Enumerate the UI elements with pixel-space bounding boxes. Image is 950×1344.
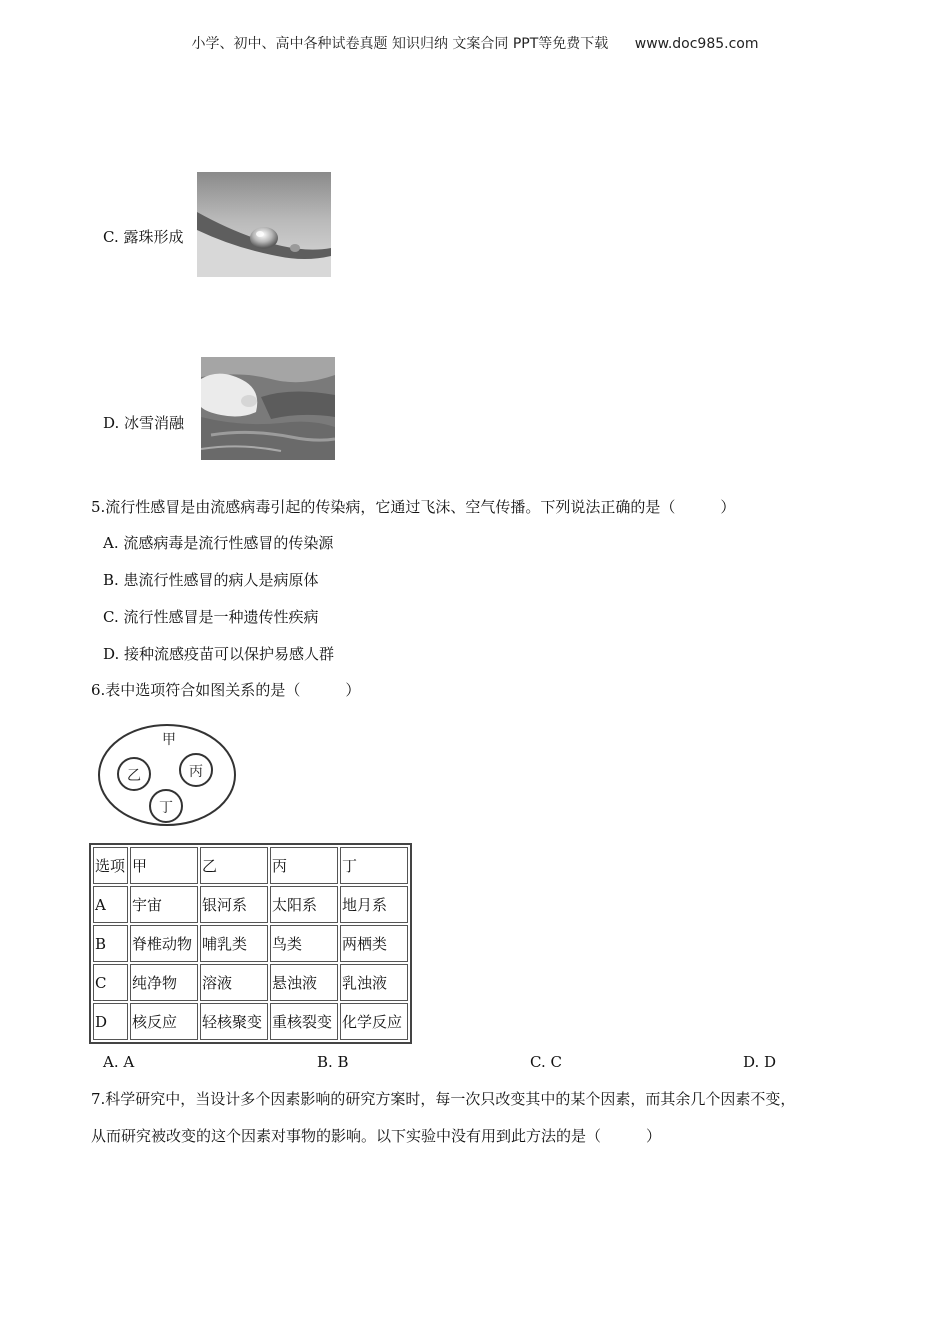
table-cell: 乙 bbox=[200, 847, 268, 884]
table-cell: 核反应 bbox=[130, 1003, 198, 1040]
table-cell: 鸟类 bbox=[270, 925, 338, 962]
q7-stem-line-1: 7.科学研究中，当设计多个因素影响的研究方案时，每一次只改变其中的某个因素，而其余几个因素不变， bbox=[91, 1090, 796, 1108]
diagram-inner-label-3: 丁 bbox=[159, 800, 173, 816]
table-row bbox=[93, 925, 408, 962]
table-cell: B bbox=[93, 925, 128, 962]
table-cell: 宇宙 bbox=[130, 886, 198, 923]
set-relation-diagram bbox=[96, 722, 238, 828]
table-cell: 丁 bbox=[340, 847, 408, 884]
q7-stem-line-2: 从而研究被改变的这个因素对事物的影响。以下实验中没有用到此方法的是（ ） bbox=[91, 1127, 662, 1145]
table-cell: C bbox=[93, 964, 128, 1001]
table-cell: 哺乳类 bbox=[200, 925, 268, 962]
q4-option-d-label: D. 冰雪消融 bbox=[103, 414, 185, 432]
table-cell: 重核裂变 bbox=[270, 1003, 338, 1040]
diagram-inner-label-2: 丙 bbox=[189, 764, 203, 780]
q5-stem: 5.流行性感冒是由流感病毒引起的传染病，它通过飞沫、空气传播。下列说法正确的是（ ） bbox=[91, 498, 736, 516]
table-row bbox=[93, 964, 408, 1001]
q6-choice-c: C. C bbox=[530, 1053, 562, 1071]
diagram-inner-label-1: 乙 bbox=[127, 768, 141, 784]
table-cell: 两栖类 bbox=[340, 925, 408, 962]
table-cell: 太阳系 bbox=[270, 886, 338, 923]
q5-option-a: A. 流感病毒是流行性感冒的传染源 bbox=[103, 534, 334, 552]
table-cell: 脊椎动物 bbox=[130, 925, 198, 962]
table-row bbox=[93, 886, 408, 923]
table-cell: 乳浊液 bbox=[340, 964, 408, 1001]
table-cell: 溶液 bbox=[200, 964, 268, 1001]
table-cell: 银河系 bbox=[200, 886, 268, 923]
q6-choice-b: B. B bbox=[317, 1053, 349, 1071]
table-cell: 丙 bbox=[270, 847, 338, 884]
q6-stem: 6.表中选项符合如图关系的是（ ） bbox=[91, 681, 361, 699]
table-cell: 悬浊液 bbox=[270, 964, 338, 1001]
diagram-outer-label: 甲 bbox=[162, 732, 176, 748]
q5-option-d: D. 接种流感疫苗可以保护易感人群 bbox=[103, 645, 335, 663]
q6-choice-d: D. D bbox=[743, 1053, 777, 1071]
table-row bbox=[93, 1003, 408, 1040]
table-cell: D bbox=[93, 1003, 128, 1040]
table-cell: 甲 bbox=[130, 847, 198, 884]
q4-option-c-label: C. 露珠形成 bbox=[103, 228, 184, 246]
table-header-row bbox=[93, 847, 408, 884]
table-cell: 地月系 bbox=[340, 886, 408, 923]
q5-option-b: B. 患流行性感冒的病人是病原体 bbox=[103, 571, 319, 589]
dewdrop-photo bbox=[197, 172, 331, 277]
q6-choice-a: A. A bbox=[103, 1053, 135, 1071]
table-cell: 纯净物 bbox=[130, 964, 198, 1001]
melting-snow-photo bbox=[201, 357, 335, 460]
table-cell: 选项 bbox=[93, 847, 128, 884]
page-header bbox=[0, 33, 950, 53]
table-cell: 轻核聚变 bbox=[200, 1003, 268, 1040]
table-cell: 化学反应 bbox=[340, 1003, 408, 1040]
table-cell: A bbox=[93, 886, 128, 923]
q6-answer-table bbox=[89, 843, 412, 1044]
header-url[interactable]: www.doc985.com bbox=[634, 36, 759, 52]
header-text: 小学、初中、高中各种试卷真题 知识归纳 文案合同 PPT等免费下载 bbox=[191, 36, 609, 52]
q5-option-c: C. 流行性感冒是一种遗传性疾病 bbox=[103, 608, 319, 626]
